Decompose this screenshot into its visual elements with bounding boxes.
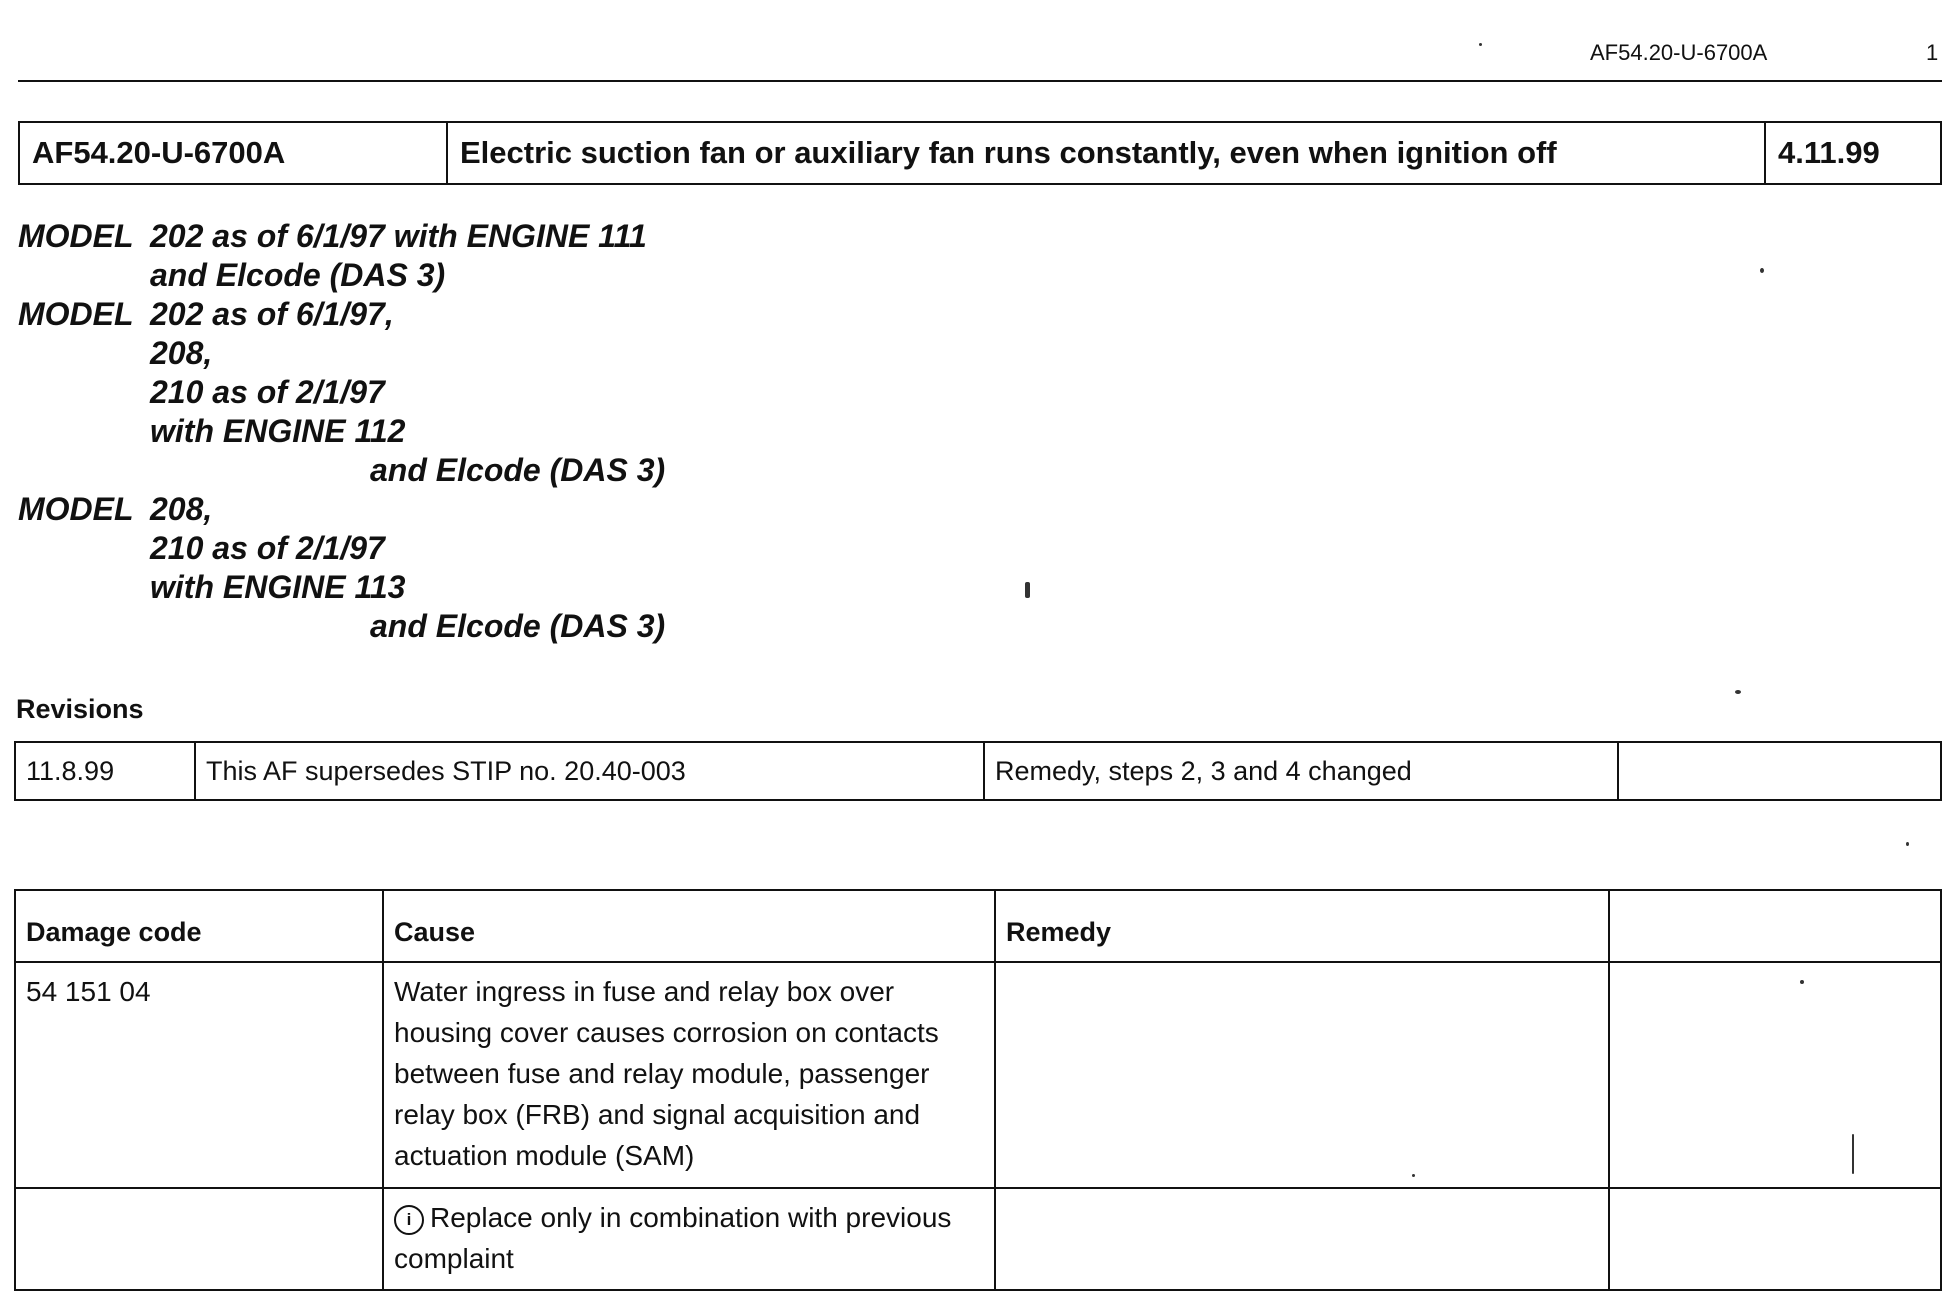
scan-speck <box>1906 842 1909 846</box>
table-row <box>15 742 1941 800</box>
header-rule <box>18 80 1942 82</box>
extra-cell <box>1609 1188 1941 1290</box>
model-line: 202 as of 6/1/97 with ENGINE 111 <box>150 218 647 254</box>
model-line: 208, <box>150 335 213 371</box>
scan-speck <box>1760 268 1764 273</box>
table-row <box>15 962 1941 1188</box>
info-note-icon: i <box>394 1205 424 1235</box>
revisions-table <box>14 741 1942 801</box>
title-description: Electric suction fan or auxiliary fan runs constantly, even when ignition off <box>447 122 1765 184</box>
table-row <box>15 1188 1941 1290</box>
title-date: 4.11.99 <box>1765 122 1941 184</box>
revisions-heading: Revisions <box>16 694 144 724</box>
scan-speck <box>1735 690 1741 694</box>
remedy-text <box>995 1188 1609 1290</box>
scan-speck <box>1025 582 1030 598</box>
scan-speck <box>1412 1174 1415 1177</box>
model-label: MODEL <box>18 296 134 332</box>
damage-code: 54 151 04 <box>15 962 383 1188</box>
model-line: and Elcode (DAS 3) <box>370 608 666 644</box>
extra-cell <box>1609 962 1941 1188</box>
page-number: 1 <box>1926 40 1939 65</box>
revision-change: Remedy, steps 2, 3 and 4 changed <box>984 742 1618 800</box>
model-line: and Elcode (DAS 3) <box>370 452 666 488</box>
title-code: AF54.20-U-6700A <box>19 122 447 184</box>
revision-date: 11.8.99 <box>15 742 195 800</box>
table-header-row <box>15 890 1941 962</box>
running-header-code: AF54.20-U-6700A <box>1590 40 1768 65</box>
title-table <box>18 121 1942 185</box>
header-extra <box>1609 890 1941 962</box>
revision-note: This AF supersedes STIP no. 20.40-003 <box>195 742 984 800</box>
revision-extra <box>1618 742 1941 800</box>
model-line: 208, <box>150 491 213 527</box>
scan-speck <box>1800 980 1804 984</box>
model-line: with ENGINE 113 <box>150 569 406 605</box>
model-label: MODEL <box>18 218 134 254</box>
header-cause: Cause <box>383 890 995 962</box>
scan-speck <box>1479 43 1482 46</box>
header-damage-code: Damage code <box>15 890 383 962</box>
model-line: with ENGINE 112 <box>150 413 406 449</box>
model-line: 210 as of 2/1/97 <box>150 374 385 410</box>
cause-note-text: Replace only in combination with previous complaint <box>394 1202 952 1274</box>
damage-code <box>15 1188 383 1290</box>
model-label: MODEL <box>18 491 134 527</box>
cause-note <box>383 1188 995 1290</box>
model-line: 202 as of 6/1/97, <box>150 296 394 332</box>
scan-speck <box>1852 1134 1854 1174</box>
cause-text: Water ingress in fuse and relay box over housing cover causes corrosion on contacts between fuse and relay module, passenger relay box (FRB) and signal acquisition and actuation module (SAM) <box>383 962 995 1188</box>
damage-table <box>14 889 1942 1291</box>
header-remedy: Remedy <box>995 890 1609 962</box>
remedy-text <box>995 962 1609 1188</box>
model-line: and Elcode (DAS 3) <box>150 257 446 293</box>
model-line: 210 as of 2/1/97 <box>150 530 385 566</box>
